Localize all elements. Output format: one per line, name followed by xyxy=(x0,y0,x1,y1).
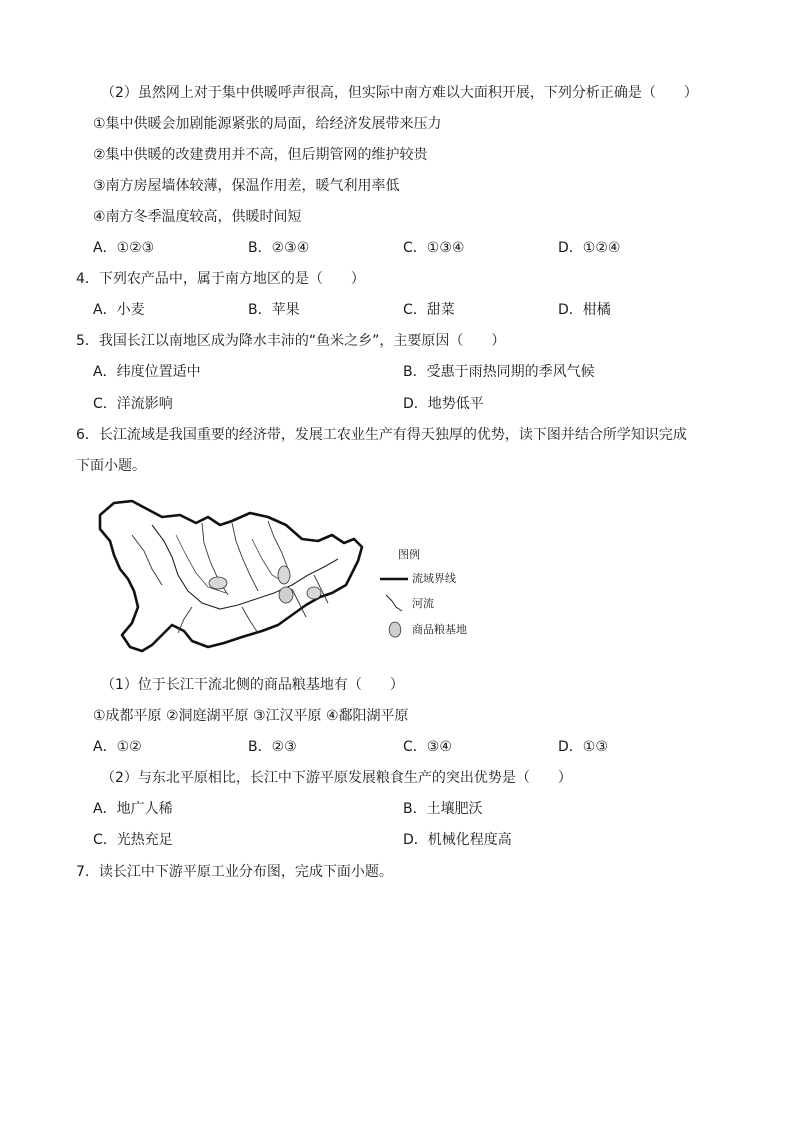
river-3 xyxy=(232,523,258,591)
grain-base-2 xyxy=(278,566,290,584)
q3-statement-2: ②集中供暖的改建费用并不高，但后期管网的维护较贵 xyxy=(93,147,428,163)
q6-sub1-option-d[interactable]: D．①③ xyxy=(558,739,608,755)
q3-statement-4: ④南方冬季温度较高，供暖时间短 xyxy=(93,209,302,225)
q4-stem: 4．下列农产品中，属于南方地区的是（ ） xyxy=(76,271,365,287)
grain-base-4 xyxy=(307,587,321,599)
q3-statement-3: ③南方房屋墙体较薄，保温作用差，暖气利用率低 xyxy=(93,178,400,194)
q6-sub2-option-b[interactable]: B．土壤肥沃 xyxy=(403,801,483,817)
legend-item-grain-base: 商品粮基地 xyxy=(412,623,467,636)
q6-sub2-stem: （2）与东北平原相比，长江中下游平原发展粮食生产的突出优势是（ ） xyxy=(101,770,572,786)
q4-option-d[interactable]: D．柑橘 xyxy=(558,302,611,318)
legend-title: 图例 xyxy=(398,548,420,561)
q3-sub2-stem: （2）虽然网上对于集中供暖呼声很高，但实际中南方难以大面积开展，下列分析正确是（ ） xyxy=(101,85,698,101)
legend-river-symbol xyxy=(386,595,402,611)
yangtze-basin-map xyxy=(92,495,482,655)
q6-sub1-stem: （1）位于长江干流北侧的商品粮基地有（ ） xyxy=(101,677,404,693)
q4-option-c[interactable]: C．甜菜 xyxy=(403,302,455,318)
q7-stem: 7．读长江中下游平原工业分布图，完成下面小题。 xyxy=(76,864,393,880)
legend-grain-symbol xyxy=(389,622,401,637)
q3-option-a[interactable]: A．①②③ xyxy=(93,240,155,256)
river-9 xyxy=(132,535,162,585)
basin-boundary xyxy=(100,501,362,651)
q6-sub2-option-c[interactable]: C．光热充足 xyxy=(93,832,173,848)
river-4 xyxy=(268,521,288,569)
q3-statement-1: ①集中供暖会加剧能源紧张的局面，给经济发展带来压力 xyxy=(93,116,442,132)
q4-option-b[interactable]: B．苹果 xyxy=(248,302,300,318)
q5-stem: 5．我国长江以南地区成为降水丰沛的“鱼米之乡”，主要原因（ ） xyxy=(76,333,506,349)
q6-sub1-statements: ①成都平原 ②洞庭湖平原 ③江汉平原 ④鄱阳湖平原 xyxy=(93,708,409,724)
q6-sub1-option-a[interactable]: A．①② xyxy=(93,739,142,755)
q6-stem-line2: 下面小题。 xyxy=(76,458,146,474)
q5-option-c[interactable]: C．洋流影响 xyxy=(93,396,173,412)
q6-sub1-option-b[interactable]: B．②③ xyxy=(248,739,297,755)
q6-stem-line1: 6．长江流域是我国重要的经济带，发展工农业生产有得天独厚的优势，读下图并结合所学知识完成 xyxy=(76,427,687,443)
river-6 xyxy=(242,607,258,633)
q6-sub2-option-a[interactable]: A．地广人稀 xyxy=(93,801,173,817)
q3-option-b[interactable]: B．②③④ xyxy=(248,240,310,256)
q5-option-d[interactable]: D．地势低平 xyxy=(403,396,484,412)
q3-option-d[interactable]: D．①②④ xyxy=(558,240,621,256)
legend-item-river: 河流 xyxy=(412,597,434,610)
q6-sub2-option-d[interactable]: D．机械化程度高 xyxy=(403,832,512,848)
legend-item-boundary: 流域界线 xyxy=(412,572,456,585)
q5-option-b[interactable]: B．受惠于雨热同期的季风气候 xyxy=(403,364,595,380)
q3-option-c[interactable]: C．①③④ xyxy=(403,240,465,256)
q4-option-a[interactable]: A．小麦 xyxy=(93,302,145,318)
q5-option-a[interactable]: A．纬度位置适中 xyxy=(93,364,201,380)
grain-base-1 xyxy=(209,577,227,589)
grain-base-3 xyxy=(279,587,293,603)
river-5 xyxy=(178,607,192,633)
q6-sub1-option-c[interactable]: C．③④ xyxy=(403,739,452,755)
